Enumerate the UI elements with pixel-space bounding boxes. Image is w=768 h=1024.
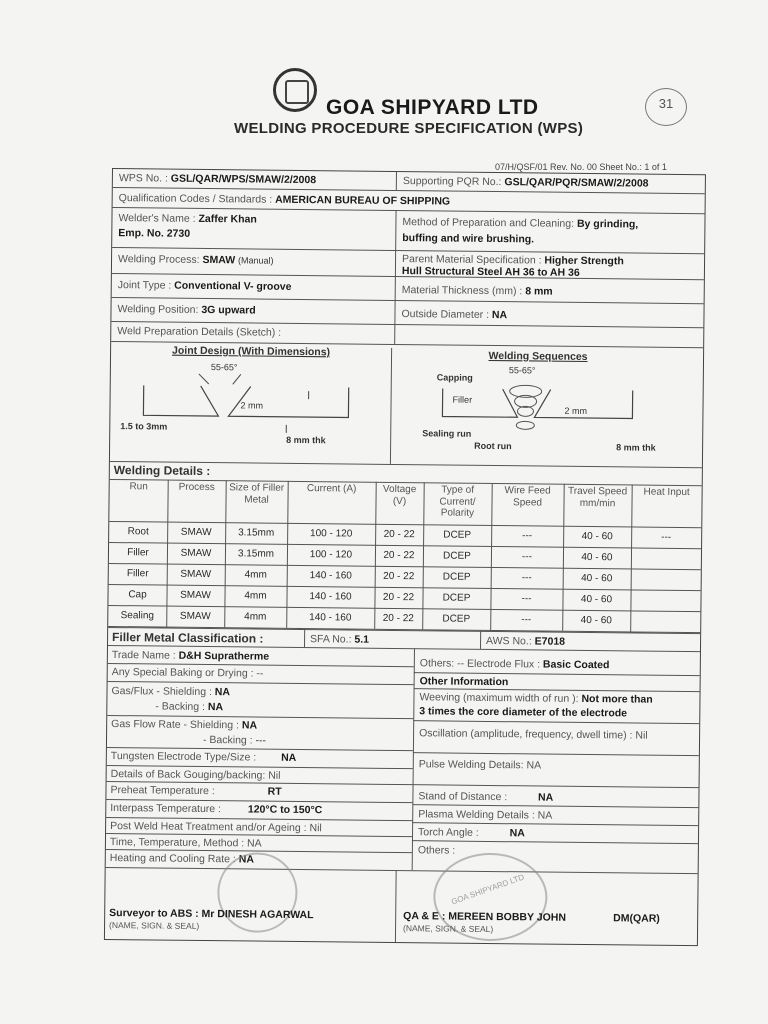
table-cell: 140 - 160 bbox=[309, 612, 352, 624]
table-cell: 3.15mm bbox=[237, 548, 275, 560]
table-cell: --- bbox=[661, 531, 672, 543]
table-border bbox=[630, 484, 633, 631]
electrode-flux-field: Others: -- Electrode Flux : Basic Coated bbox=[419, 657, 610, 672]
welding-process-field: Welding Process: SMAW (Manual) bbox=[117, 253, 274, 267]
interpass-field: Interpass Temperature : 120°C to 150°C bbox=[110, 802, 323, 817]
document-title: WELDING PROCEDURE SPECIFICATION (WPS) bbox=[234, 120, 584, 137]
filler-metal-title: Filler Metal Classification : bbox=[112, 630, 264, 646]
wps-form bbox=[104, 168, 706, 946]
table-cell bbox=[633, 573, 699, 574]
preparation-field-cont: buffing and wire brushing. bbox=[402, 232, 535, 246]
seq-root-face-label: 2 mm bbox=[564, 405, 588, 416]
gas-flow-shielding-field: Gas Flow Rate - Shielding : NA bbox=[111, 718, 258, 732]
sfa-number-field: SFA No.: 5.1 bbox=[310, 633, 370, 646]
welding-position-field: Welding Position: 3G upward bbox=[117, 303, 256, 317]
backing-gas-field: - Backing : NA bbox=[155, 700, 224, 714]
wps-number-field: WPS No. : GSL/QAR/WPS/SMAW/2/2008 bbox=[118, 172, 317, 187]
table-cell: --- bbox=[522, 530, 533, 542]
preheat-field: Preheat Temperature : RT bbox=[110, 784, 282, 798]
table-cell: 140 - 160 bbox=[309, 591, 352, 603]
time-temp-field: Time, Temperature, Method : NA bbox=[109, 836, 262, 850]
stand-off-field: Stand of Distance : NA bbox=[418, 790, 554, 804]
table-cell: Filler bbox=[127, 547, 149, 559]
qa-role: DM(QAR) bbox=[613, 912, 660, 925]
table-cell: Sealing bbox=[120, 610, 155, 622]
seq-angle-label: 55-65° bbox=[508, 365, 536, 376]
table-header-cell: Wire Feed Speed bbox=[504, 485, 551, 509]
table-cell: 20 - 22 bbox=[383, 570, 415, 583]
joint-design-title: Joint Design (With Dimensions) bbox=[172, 344, 331, 359]
table-cell bbox=[632, 615, 698, 616]
others-field: Others : bbox=[417, 844, 456, 857]
table-cell: 40 - 60 bbox=[581, 551, 613, 564]
table-header-cell: Process bbox=[178, 481, 215, 494]
table-cell: 40 - 60 bbox=[580, 593, 613, 606]
table-header-cell: Size of Filler Metal bbox=[229, 482, 285, 506]
other-info-heading: Other Information bbox=[419, 675, 509, 689]
plasma-welding-field: Plasma Welding Details : NA bbox=[418, 808, 553, 822]
table-header-cell: Type of Current/ Polarity bbox=[439, 484, 476, 519]
root-face-label: 2 mm bbox=[240, 400, 264, 411]
table-cell: DCEP bbox=[442, 571, 471, 583]
sealing-run-label: Sealing run bbox=[422, 428, 472, 439]
weaving-field: Weeving (maximum width of run ): Not more than bbox=[419, 691, 653, 706]
table-cell: SMAW bbox=[180, 526, 212, 539]
material-thickness-field: Material Thickness (mm) : 8 mm bbox=[401, 284, 553, 298]
welding-sequence-sketch bbox=[392, 344, 703, 467]
groove-angle-label: 55-65° bbox=[210, 362, 238, 373]
table-cell: --- bbox=[521, 551, 533, 563]
qa-caption: (NAME, SIGN. & SEAL) bbox=[403, 923, 494, 935]
table-cell: SMAW bbox=[180, 547, 212, 560]
table-cell: DCEP bbox=[443, 529, 472, 541]
gas-flow-backing-field: - Backing : --- bbox=[202, 733, 267, 747]
baking-field: Any Special Baking or Drying : -- bbox=[111, 666, 264, 680]
table-cell: 20 - 22 bbox=[383, 528, 415, 541]
pwht-field: Post Weld Heat Treatment and/or Ageing : Nil bbox=[110, 820, 322, 835]
table-cell: Cap bbox=[128, 589, 147, 601]
table-header-cell: Travel Speed mm/min bbox=[568, 485, 628, 509]
joint-design-sketch bbox=[110, 341, 391, 464]
table-cell: 40 - 60 bbox=[581, 572, 613, 585]
table-header-cell: Current (A) bbox=[306, 483, 357, 495]
table-cell: 100 - 120 bbox=[309, 549, 353, 561]
table-cell: 140 - 160 bbox=[309, 570, 352, 582]
welder-name-field: Welder's Name : Zaffer Khan bbox=[118, 212, 257, 226]
table-cell: 4mm bbox=[244, 590, 267, 602]
table-header-cell: Heat Input bbox=[643, 486, 690, 499]
table-cell bbox=[633, 552, 699, 553]
revision-line: 07/H/QSF/01 Rev. No. 00 Sheet No.: 1 of 1 bbox=[495, 162, 667, 172]
preparation-field: Method of Preparation and Cleaning: By grinding, bbox=[402, 216, 639, 231]
table-cell: 40 - 60 bbox=[581, 530, 613, 543]
root-run-label: Root run bbox=[474, 440, 512, 452]
table-header-cell: Run bbox=[129, 481, 148, 493]
table-cell: 4mm bbox=[244, 569, 267, 581]
torch-angle-field: Torch Angle : NA bbox=[417, 826, 525, 840]
welding-sequence-title: Welding Sequences bbox=[488, 349, 588, 363]
table-cell: 40 - 60 bbox=[580, 614, 612, 627]
joint-type-field: Joint Type : Conventional V- groove bbox=[117, 279, 292, 293]
heating-cooling-field: Heating and Cooling Rate : NA bbox=[109, 852, 255, 866]
company-logo bbox=[273, 68, 317, 112]
page-mark: 31 bbox=[645, 88, 687, 126]
surveyor-field: Surveyor to ABS : Mr DINESH AGARWAL bbox=[109, 907, 314, 922]
table-cell: 4mm bbox=[244, 611, 267, 623]
table-cell: 20 - 22 bbox=[382, 591, 415, 604]
table-cell: SMAW bbox=[179, 610, 211, 623]
table-cell: Root bbox=[127, 526, 149, 538]
table-cell: 100 - 120 bbox=[309, 528, 353, 540]
table-cell bbox=[633, 594, 699, 595]
table-cell: --- bbox=[521, 572, 532, 584]
qualification-field: Qualification Codes / Standards : AMERICAN BUREAU OF SHIPPING bbox=[118, 192, 451, 208]
table-cell: DCEP bbox=[442, 613, 471, 625]
shielding-gas-field: Gas/Flux - Shielding : NA bbox=[111, 685, 231, 699]
welding-details-title: Welding Details : bbox=[113, 463, 211, 479]
table-cell: DCEP bbox=[442, 592, 471, 604]
seal-text: GOA SHIPYARD LTD bbox=[450, 872, 526, 907]
filler-label: Filler bbox=[452, 394, 473, 405]
capping-label: Capping bbox=[436, 372, 473, 383]
table-cell: 3.15mm bbox=[238, 527, 275, 539]
table-header-cell: Voltage (V) bbox=[382, 483, 417, 507]
table-cell: SMAW bbox=[180, 568, 212, 581]
oscillation-field: Oscillation (amplitude, frequency, dwell time) : Nil bbox=[419, 727, 648, 742]
trade-name-field: Trade Name : D&H Supratherme bbox=[111, 649, 270, 663]
company-name: GOA SHIPYARD LTD bbox=[326, 96, 539, 119]
parent-material-cont: Hull Structural Steel AH 36 to AH 36 bbox=[401, 265, 580, 279]
sketch-label: Weld Preparation Details (Sketch) : bbox=[117, 325, 282, 339]
table-cell: 20 - 22 bbox=[383, 549, 415, 562]
table-cell: Filler bbox=[126, 568, 149, 580]
table-cell: --- bbox=[521, 614, 532, 626]
weaving-field-cont: 3 times the core diameter of the electrode bbox=[419, 705, 628, 720]
aws-number-field: AWS No.: E7018 bbox=[486, 634, 566, 648]
pulse-welding-field: Pulse Welding Details: NA bbox=[418, 758, 542, 772]
back-gouging-field: Details of Back Gouging/backing: Nil bbox=[110, 768, 281, 782]
tungsten-field: Tungsten Electrode Type/Size : NA bbox=[110, 750, 297, 764]
thickness-label: 8 mm thk bbox=[286, 434, 326, 446]
pqr-number-field: Supporting PQR No.: GSL/QAR/PQR/SMAW/2/2008 bbox=[402, 175, 649, 190]
seq-thickness-label: 8 mm thk bbox=[616, 442, 656, 453]
qa-field: QA & E : MEREEN BOBBY JOHN bbox=[403, 910, 567, 924]
table-cell: 20 - 22 bbox=[382, 612, 414, 625]
outside-diameter-field: Outside Diameter : NA bbox=[401, 308, 508, 322]
table-cell: DCEP bbox=[442, 550, 471, 562]
parent-material-field: Parent Material Specification : Higher Strength bbox=[401, 253, 624, 268]
gap-label: 1.5 to 3mm bbox=[120, 421, 168, 432]
table-cell: --- bbox=[521, 593, 532, 605]
surveyor-caption: (NAME, SIGN. & SEAL) bbox=[109, 920, 200, 931]
table-cell: SMAW bbox=[180, 589, 211, 602]
emp-number-field: Emp. No. 2730 bbox=[118, 227, 191, 240]
